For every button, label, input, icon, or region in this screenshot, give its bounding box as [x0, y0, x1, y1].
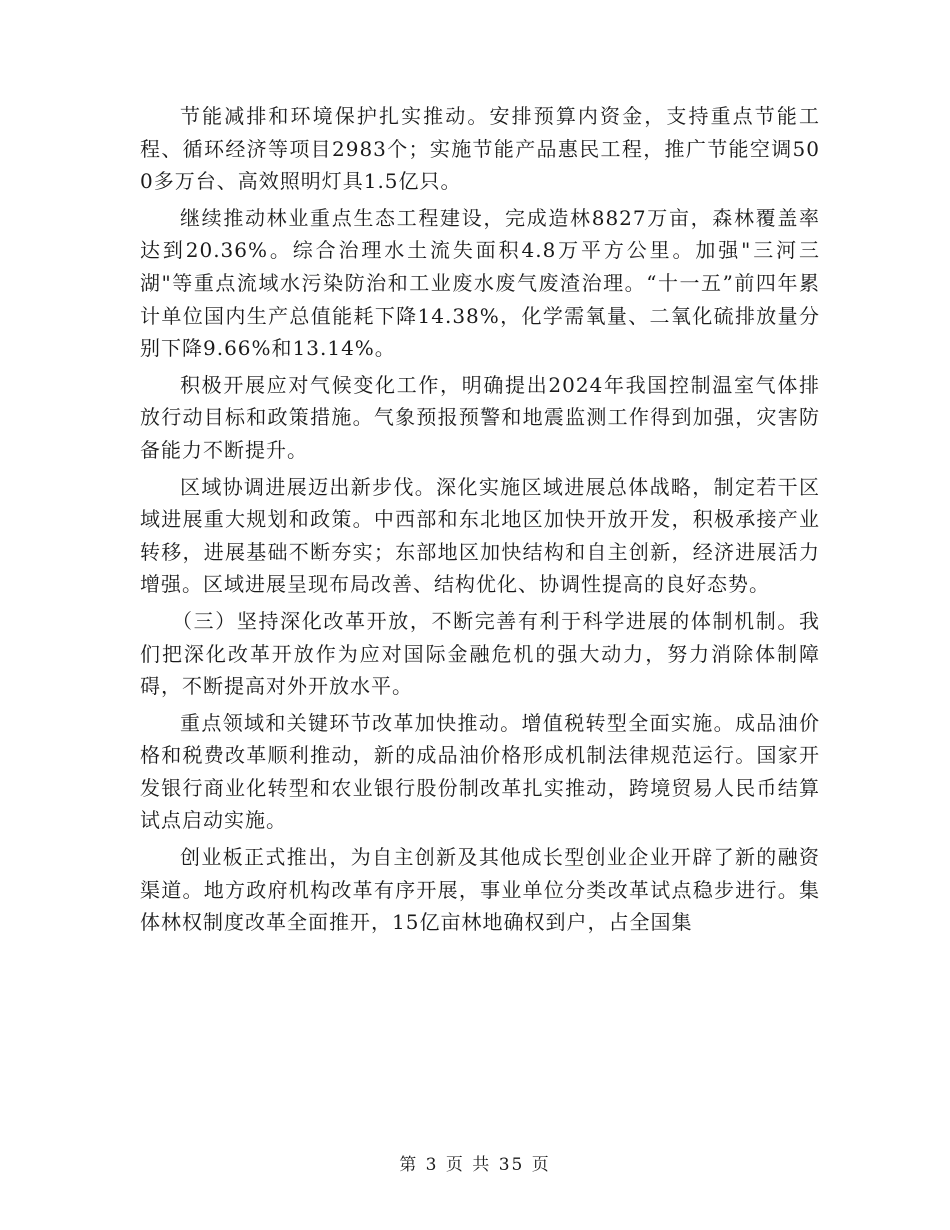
page-number-footer: 第 3 页 共 35 页: [399, 1155, 551, 1175]
paragraph-regional: 区域协调进展迈出新步伐。深化实施区域进展总体战略，制定若干区域进展重大规划和政策。中西部和东北地区加快开放开发，积极承接产业转移，进展基础不断夯实；东部地区加快结构和自主创新，经济进展活力增强。区域进展呈现布局改善、结构优化、协调性提高的良好态势。: [140, 474, 820, 597]
paragraph-section-heading: （三）坚持深化改革开放，不断完善有利于科学进展的体制机制。我们把深化改革开放作为应对国际金融危机的强大动力，努力消除体制障碍，不断提高对外开放水平。: [140, 608, 820, 699]
paragraph-reform: 重点领域和关键环节改革加快推动。增值税转型全面实施。成品油价格和税费改革顺利推动，新的成品油价格形成机制法律规范运行。国家开发银行商业化转型和农业银行股份制改革扎实推动，跨境贸易人民币结算试点启动实施。: [140, 710, 820, 833]
paragraph-energy-saving: 节能减排和环境保护扎实推动。安排预算内资金，支持重点节能工程、循环经济等项目2983个；实施节能产品惠民工程，推广节能空调500多万台、高效照明灯具1.5亿只。: [140, 104, 820, 194]
paragraph-growth-board: 创业板正式推出，为自主创新及其他成长型创业企业开辟了新的融资渠道。地方政府机构改革有序开展，事业单位分类改革试点稳步进行。集体林权制度改革全面推开，15亿亩林地确权到户，占全国集: [140, 845, 820, 935]
paragraph-forestry: 继续推动林业重点生态工程建设，完成造林8827万亩，森林覆盖率达到20.36%。综合治理水土流失面积4.8万平方公里。加强"三河三湖"等重点流域水污染防治和工业废水废气废渣治理。“十一五”前四年累计单位国内生产总值能耗下降14.38%，化学需氧量、二氧化硫排放量分别下降9.66%和13.14%。: [140, 205, 820, 361]
paragraph-climate: 积极开展应对气候变化工作，明确提出2024年我国控制温室气体排放行动目标和政策措施。气象预报预警和地震监测工作得到加强，灾害防备能力不断提升。: [140, 372, 820, 462]
document-body: [140, 100, 820, 943]
